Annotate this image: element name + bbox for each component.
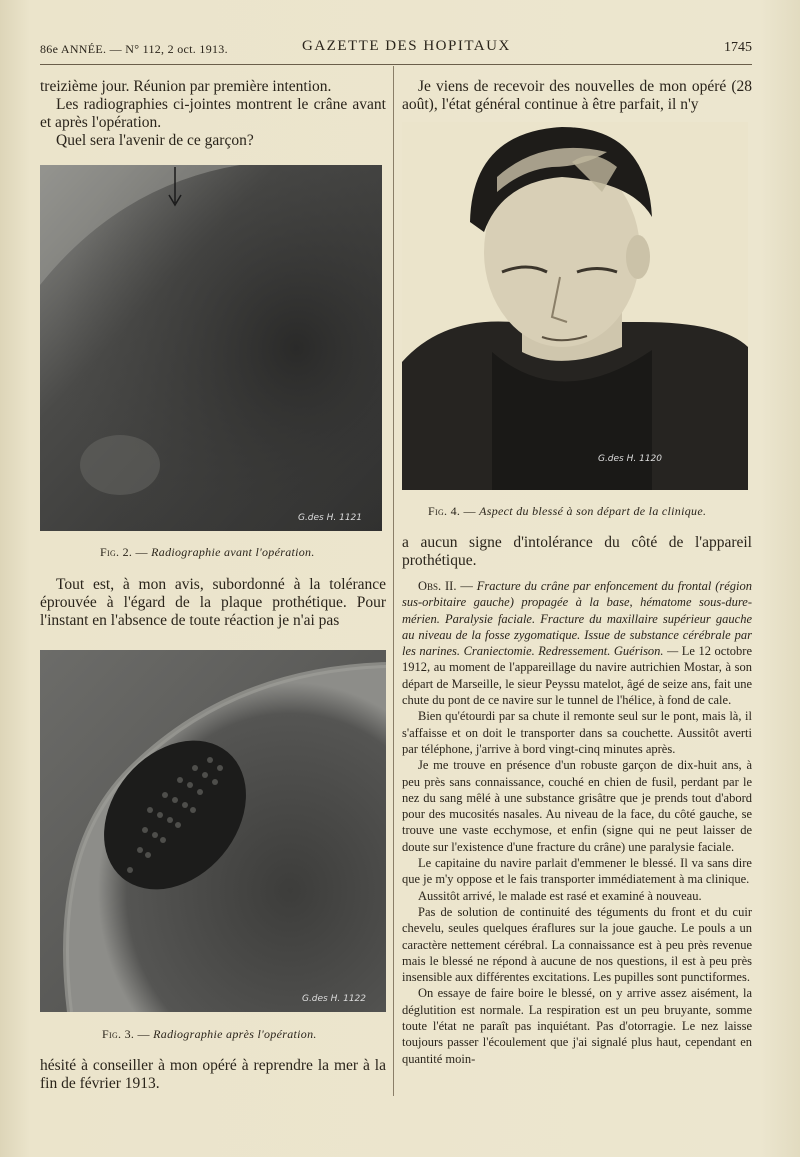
intro-text [40,78,386,150]
figure-4-stamp: G.des H. 1120 [597,454,662,464]
header-rule [40,64,752,65]
intro-line-2: Les radiographies ci-jointes montrent le crâne avant et après l'opération. [40,96,386,131]
figure-2-label: Fig. 2. — [100,545,148,559]
news-paragraph [402,78,752,114]
intro-line-1: treizième jour. Réunion par première intention. [40,78,332,95]
observation-label: Obs. II. — [418,579,473,593]
observation-paragraph: Pas de solution de continuité des téguments du front et du cuir chevelu, seules quelques éraflures sur la joue gauche. Le pouls a un caractère nettement cérébral. La connaissance est à peu près revenue mais le blessé ne répond à aucune de nos questions, il est à peu près insensible aux différentes excitations. Les pupilles sont punctiformes. [402,904,752,985]
radiograph-after-image [40,650,386,1012]
observation-paragraph: Aussitôt arrivé, le malade est rasé et examiné à nouveau. [418,888,702,903]
observation-section [402,578,752,1067]
figure-4-photograph [402,122,748,490]
figure-3-caption-text: Radiographie après l'opération. [153,1027,317,1041]
journal-title: GAZETTE DES HOPITAUX [302,38,511,54]
observation-title: Fracture du crâne par enfoncement du frontal (région sus-orbitaire gauche) propagée à la base, hématome sous-dure-mérien. Paralysie faciale. Fracture du maxillaire supérieur gauche au niveau de la fosse zygomatique. Issue de substance cérébrale par les narines. Craniectomie. Redressement. Guérison. — [402,579,752,659]
figure-3-label: Fig. 3. — [102,1027,150,1041]
signe-text: a aucun signe d'intolérance du côté de l'appareil prothétique. [402,534,752,569]
figure-3-caption [102,1027,317,1042]
patient-portrait-image [402,122,748,490]
intro-line-3: Quel sera l'avenir de ce garçon? [56,132,254,149]
tolerance-text: Tout est, à mon avis, subordonné à la tolérance éprouvée à l'égard de la plaque prothétique. Pour l'instant en l'absence de toute réaction je n'ai pas [40,576,386,629]
figure-4-caption-text: Aspect du blessé à son départ de la clinique. [479,504,707,518]
closing-paragraph [40,1057,386,1093]
running-header [40,38,752,60]
figure-2-caption [100,545,315,560]
observation-heading [402,578,752,708]
figure-2-radiograph [40,165,382,531]
figure-3-radiograph [40,650,386,1012]
observation-paragraph: Je me trouve en présence d'un robuste garçon de dix-huit ans, à peu près sans connaissance, couché en chien de fusil, perdant par le nez du sang mêlé à une substance grisâtre que je prends tout d'abord pour des mucosités nasales. Au niveau de la face, du côté gauche, se trouve une vaste ecchymose, et enfin (signe qui ne peut laisser de doute sur l'existence d'une fracture du crâne) une paralysie faciale. [402,758,752,854]
observation-text: Le 12 octobre 1912, au moment de l'appareillage du navire autrichien Mostar, à son départ de Marseille, le sieur Peyssu matelot, âgé de seize ans, fait une chute du pont de ce navire sur le tunnel de l'hélice, à fond de cale. [402,644,753,708]
figure-4-label: Fig. 4. — [428,504,476,518]
figure-3-stamp: G.des H. 1122 [301,994,366,1004]
column-divider [393,66,394,1096]
figure-2-caption-text: Radiographie avant l'opération. [151,545,315,559]
observation-paragraph: On essaye de faire boire le blessé, on y arrive assez aisément, la déglutition est normale. La respiration est un peu bruyante, somme toute l'état ne paraît pas inquiétant. Pas d'otorragie. Le nez laisse toujours passer l'écoulement que j'ai signalé plus haut, cependant en quantité moin- [402,986,752,1066]
figure-2-stamp: G.des H. 1121 [297,513,362,523]
issue-info: 86e ANNÉE. — N° 112, 2 oct. 1913. [40,42,228,56]
signe-paragraph [402,534,752,570]
news-text: Je viens de recevoir des nouvelles de mon opéré (28 août), l'état général continue à être parfait, il n'y [402,78,752,113]
tolerance-paragraph [40,576,386,630]
radiograph-before-image [40,165,382,531]
closing-text: hésité à conseiller à mon opéré à reprendre la mer à la fin de février 1913. [40,1057,386,1092]
observation-paragraph: Bien qu'étourdi par sa chute il remonte seul sur le pont, mais là, il s'affaisse et on doit le transporter dans sa couchette. Aussitôt averti par téléphone, j'arrive à bord vingt-cinq minutes après. [402,709,752,756]
page-number: 1745 [724,40,752,55]
figure-4-caption [428,504,706,519]
observation-paragraph: Le capitaine du navire parlait d'emmener le blessé. Il va sans dire que je m'y oppose et le fais transporter immédiatement à ma clinique. [402,856,752,887]
